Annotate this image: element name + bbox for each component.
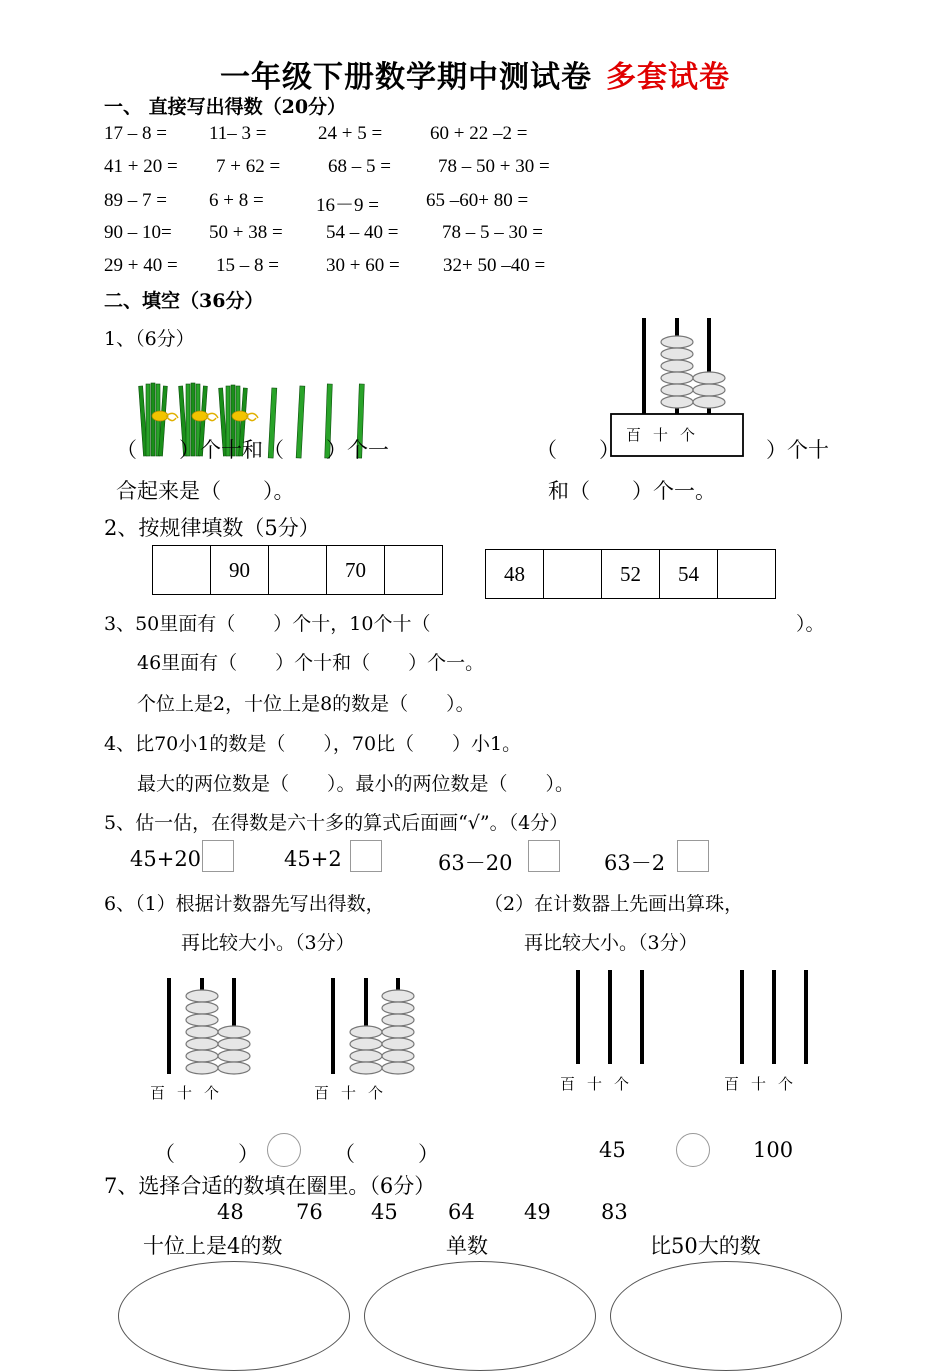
q6-number: 100 [753,1138,794,1162]
checkmark-box[interactable] [350,840,382,872]
section2-heading: 二、填空（36分） [104,290,264,312]
q4-line1: 4、比70小1的数是（ ），70比（ ）小1。 [104,733,522,755]
q7-number: 49 [524,1200,551,1224]
title-red: 多套试卷 [606,60,730,95]
q7-number: 48 [217,1200,244,1224]
q6-part1-line1: 6、（1）根据计数器先写出得数， [104,893,385,915]
equation: 54 – 40 = [326,222,399,243]
abacus-place-labels: 百十个 [724,1075,806,1093]
q2-label: 2、按规律填数（5分） [104,516,320,540]
page-title [0,52,950,96]
equation: 6 + 8 = [209,190,264,211]
q3-line1-end: ）。 [796,613,825,635]
q6-part1-line2: 再比较大小。（3分） [181,932,355,954]
abacus-counter [314,976,424,1076]
abacus-counter-empty[interactable] [560,968,660,1068]
q5-expression: 45+20 [130,847,202,871]
sequence-table-1 [152,545,443,595]
title-main: 一年级下册数学期中测试卷 [220,60,592,95]
q1-left-line2: 合起来是（ ）。 [116,479,295,503]
q5-expression: 63－20 [438,851,513,875]
equation: 90 – 10= [104,222,172,243]
checkmark-box[interactable] [202,840,234,872]
q7-number: 64 [448,1200,475,1224]
sequence-cell: 70 [327,546,385,595]
equation: 78 – 5 – 30 = [442,222,543,243]
answer-oval[interactable] [364,1261,596,1371]
equation: 17 – 8 = [104,123,167,144]
q7-number: 83 [601,1200,628,1224]
q6-part2-line2: 再比较大小。（3分） [524,932,698,954]
answer-oval[interactable] [610,1261,842,1371]
sequence-cell[interactable] [269,546,327,595]
sequence-cell[interactable] [544,550,602,599]
q6-answer-blank[interactable]: （ ） [334,1142,439,1166]
q1-left-line1: （ ）个十和（ ）个一 [116,438,389,462]
q7-category: 单数 [446,1234,488,1258]
sequence-cell: 54 [660,550,718,599]
compare-circle[interactable] [676,1133,710,1167]
q1-right-line2: 和（ ）个一。 [548,479,716,503]
equation: 30 + 60 = [326,255,400,276]
sequence-cell[interactable] [153,546,211,595]
equation: 15 – 8 = [216,255,279,276]
q5-line: 5、估一估，在得数是六十多的算式后面画“√”。（4分） [104,812,569,834]
q3-line2: 46里面有（ ）个十和（ ）个一。 [137,652,485,674]
compare-circle[interactable] [267,1133,301,1167]
section1-heading: 一、 直接写出得数（20分） [104,96,347,118]
equation: 7 + 62 = [216,156,281,177]
q7-category: 十位上是4的数 [143,1234,283,1258]
equation: 65 –60+ 80 = [426,190,529,211]
q3-line1: 3、50里面有（ ）个十，10个十（ [104,613,431,635]
equation: 41 + 20 = [104,156,178,177]
q1-right-line1-end: ）个十 [766,438,829,462]
q1-label: 1、（6分） [104,328,195,350]
abacus-place-labels: 百十个 [150,1084,232,1102]
equation: 29 + 40 = [104,255,178,276]
answer-oval[interactable] [118,1261,350,1371]
checkmark-box[interactable] [677,840,709,872]
equation: 11– 3 = [209,123,267,144]
q7-line: 7、选择合适的数填在圈里。（6分） [104,1174,436,1198]
equation: 16－9 = [316,195,379,216]
q5-expression: 63－2 [604,851,666,875]
equation: 24 + 5 = [318,123,383,144]
q1-right-blank: （ ） [536,438,620,462]
q3-line3: 个位上是2，十位上是8的数是（ ）。 [137,693,475,715]
q6-answer-blank[interactable]: （ ） [154,1142,259,1166]
sequence-cell: 90 [211,546,269,595]
q6-number: 45 [599,1138,626,1162]
abacus-place-labels: 百十个 [314,1084,396,1102]
equation: 89 – 7 = [104,190,167,211]
q4-line2: 最大的两位数是（ ）。最小的两位数是（ ）。 [137,773,575,795]
abacus-counter-empty[interactable] [724,968,824,1068]
q6-part2-line1: （2）在计数器上先画出算珠， [484,893,744,915]
equation: 60 + 22 –2 = [430,123,528,144]
sequence-cell[interactable] [718,550,776,599]
equation: 68 – 5 = [328,156,391,177]
q7-number: 76 [296,1200,323,1224]
sequence-cell[interactable] [385,546,443,595]
q7-number: 45 [371,1200,398,1224]
checkmark-box[interactable] [528,840,560,872]
equation: 78 – 50 + 30 = [438,156,550,177]
sequence-cell: 48 [486,550,544,599]
abacus-place-labels: 百十个 [626,426,708,444]
equation: 50 + 38 = [209,222,283,243]
abacus-place-labels: 百十个 [560,1075,642,1093]
abacus-counter [150,976,260,1076]
sequence-table-2 [485,549,776,599]
q5-expression: 45+2 [284,847,342,871]
q7-category: 比50大的数 [650,1234,761,1258]
equation: 32+ 50 –40 = [443,255,546,276]
sequence-cell: 52 [602,550,660,599]
